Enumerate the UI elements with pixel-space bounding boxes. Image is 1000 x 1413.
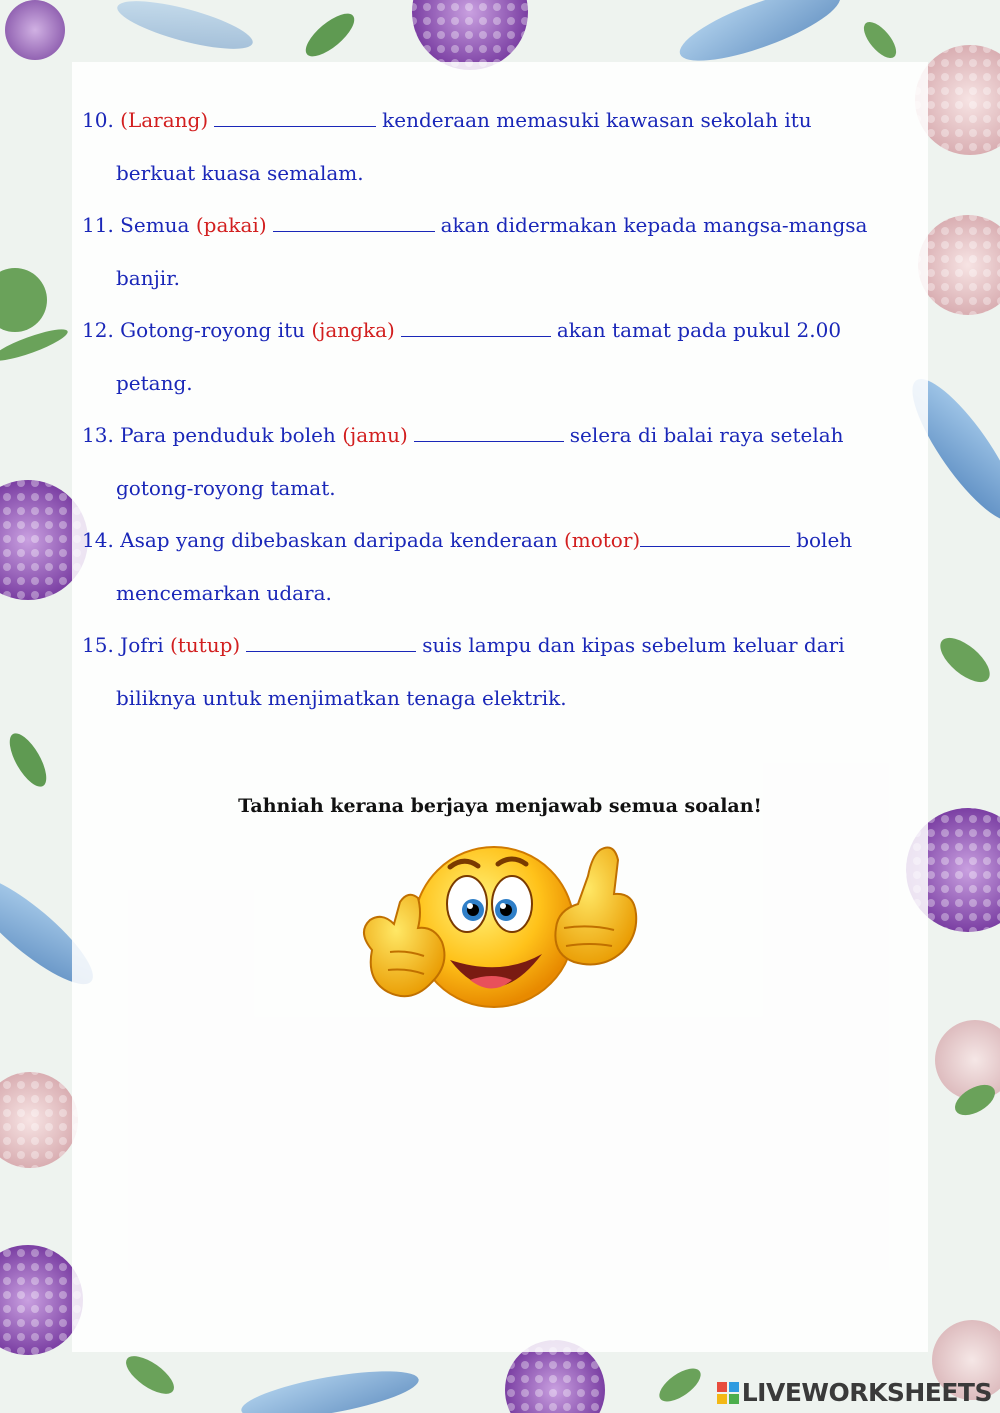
question-text-before: Asap yang dibebaskan daripada kenderaan — [120, 528, 558, 552]
question-15-continuation: biliknya untuk menjimatkan tenaga elektrik. — [116, 685, 567, 710]
question-text-after: boleh — [796, 528, 853, 552]
question-14-continuation: mencemarkan udara. — [116, 580, 332, 605]
hint-word: (jangka) — [311, 318, 395, 342]
question-list — [82, 100, 927, 730]
answer-blank-11[interactable] — [273, 213, 435, 232]
answer-blank-13[interactable] — [414, 423, 564, 442]
question-text-after: suis lampu dan kipas sebelum keluar dari — [422, 633, 845, 657]
hint-word: (pakai) — [195, 213, 267, 237]
hint-word: (motor) — [563, 528, 641, 552]
question-12-continuation: petang. — [116, 370, 193, 395]
question-number: 13. — [82, 423, 114, 447]
question-text-after: akan didermakan kepada mangsa-mangsa — [440, 213, 868, 237]
question-number: 11. — [82, 213, 114, 237]
question-number: 12. — [82, 318, 114, 342]
answer-blank-12[interactable] — [401, 318, 551, 337]
question-14 — [82, 520, 927, 573]
question-text-before: Jofri — [120, 633, 164, 657]
question-text-before: Para penduduk boleh — [120, 423, 336, 447]
question-10 — [82, 100, 927, 153]
hint-word: (jamu) — [342, 423, 408, 447]
question-13 — [82, 415, 927, 468]
liveworksheets-logo — [717, 1378, 992, 1407]
logo-text: LIVEWORKSHEETS — [741, 1378, 992, 1407]
question-11-continuation: banjir. — [116, 265, 180, 290]
question-text-after: akan tamat pada pukul 2.00 — [556, 318, 842, 342]
question-text-before: Gotong-royong itu — [120, 318, 306, 342]
question-12 — [82, 310, 927, 363]
answer-blank-14[interactable] — [640, 528, 790, 547]
question-number: 14. — [82, 528, 114, 552]
question-10-continuation: berkuat kuasa semalam. — [116, 160, 364, 185]
question-number: 15. — [82, 633, 114, 657]
answer-blank-15[interactable] — [246, 633, 416, 652]
question-text-after: kenderaan memasuki kawasan sekolah itu — [382, 108, 812, 132]
question-number: 10. — [82, 108, 114, 132]
congrats-message: Tahniah kerana berjaya menjawab semua soalan! — [238, 795, 762, 817]
answer-blank-10[interactable] — [214, 108, 376, 127]
question-text-before: Semua — [120, 213, 190, 237]
logo-mark-icon — [717, 1382, 739, 1404]
question-13-continuation: gotong-royong tamat. — [116, 475, 336, 500]
question-15 — [82, 625, 927, 678]
hint-word: (Larang) — [120, 108, 209, 132]
thumbs-up-emoji-icon — [352, 832, 642, 1022]
question-text-after: selera di balai raya setelah — [569, 423, 844, 447]
hint-word: (tutup) — [169, 633, 241, 657]
question-11 — [82, 205, 927, 258]
